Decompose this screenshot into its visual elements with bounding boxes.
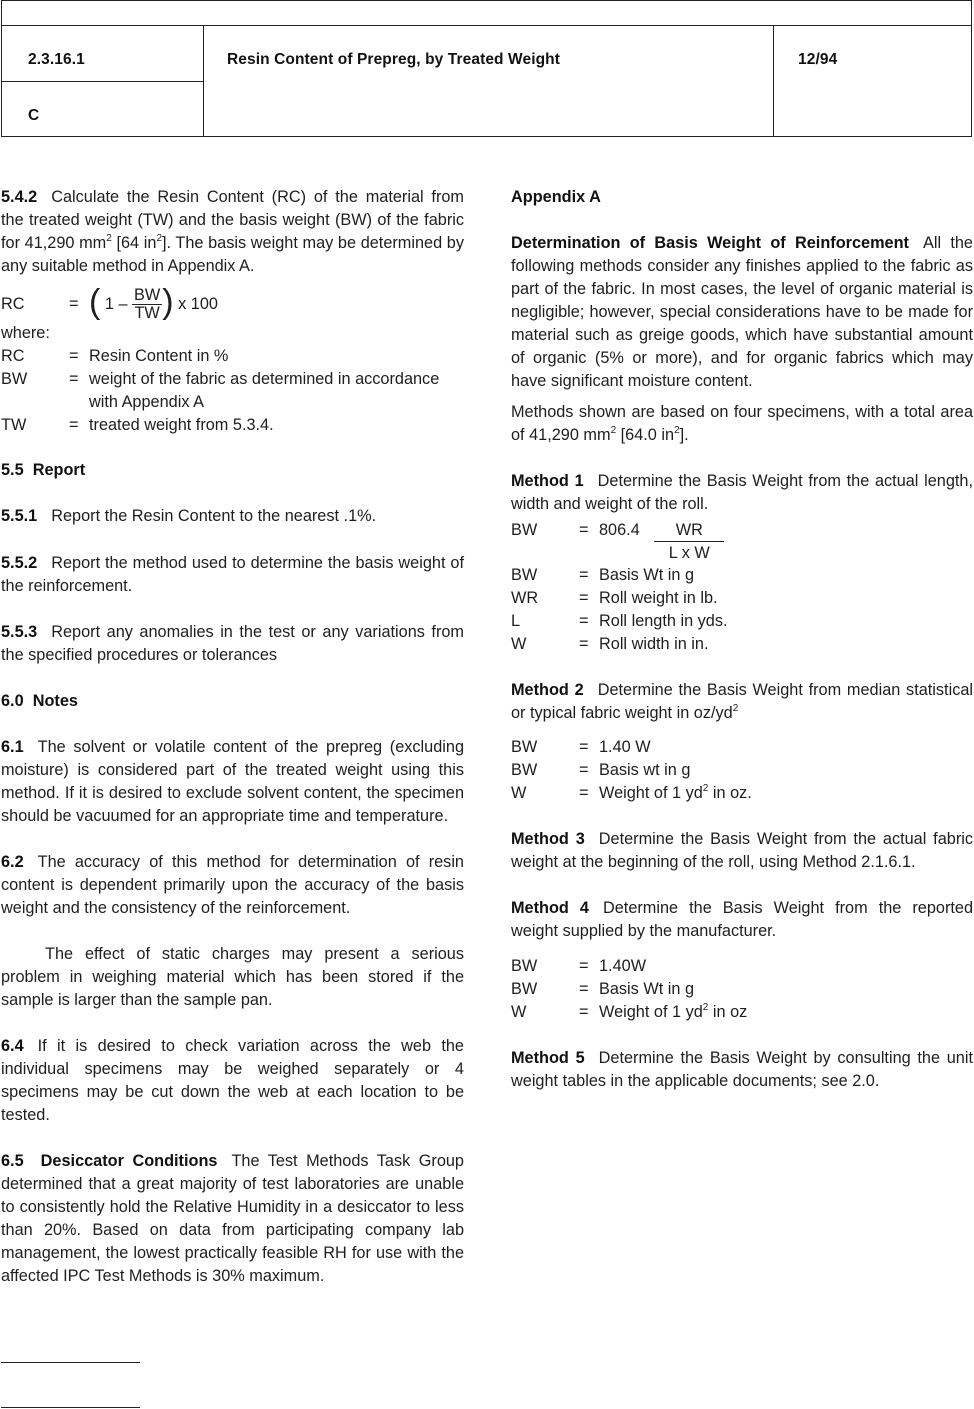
definition-row: BW = Basis wt in g <box>511 761 691 779</box>
method-1-definitions <box>511 564 973 656</box>
header-number-cell <box>2 25 204 136</box>
section-5-5-heading: 5.5 Report <box>1 461 86 479</box>
footnote-rule <box>1 1407 140 1408</box>
right-column <box>511 186 973 1093</box>
definition-row: W = Weight of 1 $yd^2$ in oz. <box>511 782 752 802</box>
definition-row: BW = weight of the fabric as determined in accordance with Appendix A <box>1 370 440 411</box>
appendix-intro: Determination of Basis Weight of Reinforcement All the following methods consider any finishes applied to the fabric as part of the fabric. In most cases, the level of organic material is negligible; however, special considerations have to be made for material such as greige goods, which have substantial amount of organic (5% or more), and for organic fabrics which may have significant moisture content. <box>511 234 973 390</box>
section-5-5-2: 5.5.2 Report the method used to determine the basis weight of the reinforcement. <box>1 554 464 595</box>
doc-number: 2.3.16.1 <box>28 51 85 68</box>
where-label: where: <box>1 324 50 342</box>
fraction: $\frac{WR}{\text{L x W}}$ <box>654 519 724 564</box>
section-6-2: 6.2 The accuracy of this method for determination of resin content is dependent primarily upon the accuracy of the basis weight and the consistency of the reinforcement. <box>1 853 464 917</box>
method-3: Method 3 Determine the Basis Weight from the actual fabric weight at the beginning of the roll, using Method 2.1.6.1. <box>511 830 973 871</box>
definition-list <box>1 345 464 437</box>
rc-formula: RC = ( 1 – $\frac{BW}{TW}$ ) x 100 <box>1 283 218 322</box>
section-number: 5.4.2 <box>1 188 38 206</box>
document-date: 12/94 <box>798 51 838 68</box>
section-6-3: The effect of static charges may present a serious problem in weighing material which has been stored if the sample is larger than the sample pan. <box>1 945 464 1009</box>
header-top-row <box>2 1 971 26</box>
left-column <box>1 186 464 1288</box>
method-4: Method 4 Determine the Basis Weight from the reported weight supplied by the manufacturer. <box>511 899 974 940</box>
definition-row: BW = 1.40 W <box>511 738 651 756</box>
section-6-0-heading: 6.0 Notes <box>1 692 78 710</box>
definition-row: L = Roll length in yds. <box>511 612 728 630</box>
definition-row: BW = Basis Wt in g <box>511 980 695 998</box>
fraction: $\frac{BW}{TW}$ <box>134 285 161 322</box>
methods-note: Methods shown are based on four specimens, with a total area of 41,290 $mm^2$ [64.0 $in^2$]. <box>511 403 973 444</box>
method-1: Method 1 Determine the Basis Weight from the actual length, width and weight of the roll. <box>511 472 973 513</box>
section-5-4-2: 5.4.2 Calculate the Resin Content (RC) of the material from the treated weight (TW) and the basis weight (BW) of the fabric for 41,290 $mm^2$ [64 $in^2$]. The basis weight may be determined by any suitable method in Appendix A. <box>1 188 464 275</box>
method-1-formula: BW = 806.4 $\frac{WR}{\text{L x W}}$ <box>511 519 973 564</box>
revision: C <box>28 107 40 124</box>
method-4-definitions <box>511 955 973 1024</box>
method-5: Method 5 Determine the Basis Weight by consulting the unit weight tables in the applicable documents; see 2.0. <box>511 1049 974 1090</box>
section-6-4: 6.4 If it is desired to check variation across the web the individual specimens may be weighed separately or 4 specimens may be cut down the web at each location to be tested. <box>1 1037 464 1124</box>
definition-row: BW = 1.40W <box>511 957 647 975</box>
method-2-definitions <box>511 736 973 805</box>
header-doc-number-cell <box>2 25 203 82</box>
section-6-1: 6.1 The solvent or volatile content of the prepreg (excluding moisture) is considered part of the treated weight using this method. If it is desired to exclude solvent content, the specimen should be vacuumed for an appropriate time and temperature. <box>1 738 464 825</box>
document-title: Resin Content of Prepreg, by Treated Weight <box>227 51 561 68</box>
definition-row: TW = treated weight from 5.3.4. <box>1 416 274 434</box>
definition-row: RC = Resin Content in % <box>1 347 229 365</box>
definition-row: WR = Roll weight in lb. <box>511 589 718 607</box>
header-table <box>1 0 972 137</box>
appendix-title: Appendix A <box>511 188 601 206</box>
section-5-5-1: 5.5.1 Report the Resin Content to the nearest .1%. <box>1 507 377 525</box>
section-5-5-3: 5.5.3 Report any anomalies in the test or any variations from the specified procedures or tolerances <box>1 623 464 664</box>
definition-row: W = Roll width in in. <box>511 635 709 653</box>
header-date-cell <box>773 25 971 136</box>
method-2: Method 2 Determine the Basis Weight from median statistical or typical fabric weight in $oz/yd^2$ <box>511 681 974 722</box>
header-title-cell <box>203 25 774 136</box>
section-6-5: 6.5 Desiccator Conditions The Test Methods Task Group determined that a great majority of test laboratories are unable to consistently hold the Relative Humidity in a desiccator to less than 20%. Based on data from participating company lab management, the lowest practically feasible RH for use with the affected IPC Test Methods is 30% maximum. <box>1 1152 464 1285</box>
definition-row: W = Weight of 1 $yd^2$ in oz <box>511 1001 748 1021</box>
definition-row: BW = Basis Wt in g <box>511 566 695 584</box>
footnote-rule <box>1 1362 140 1363</box>
